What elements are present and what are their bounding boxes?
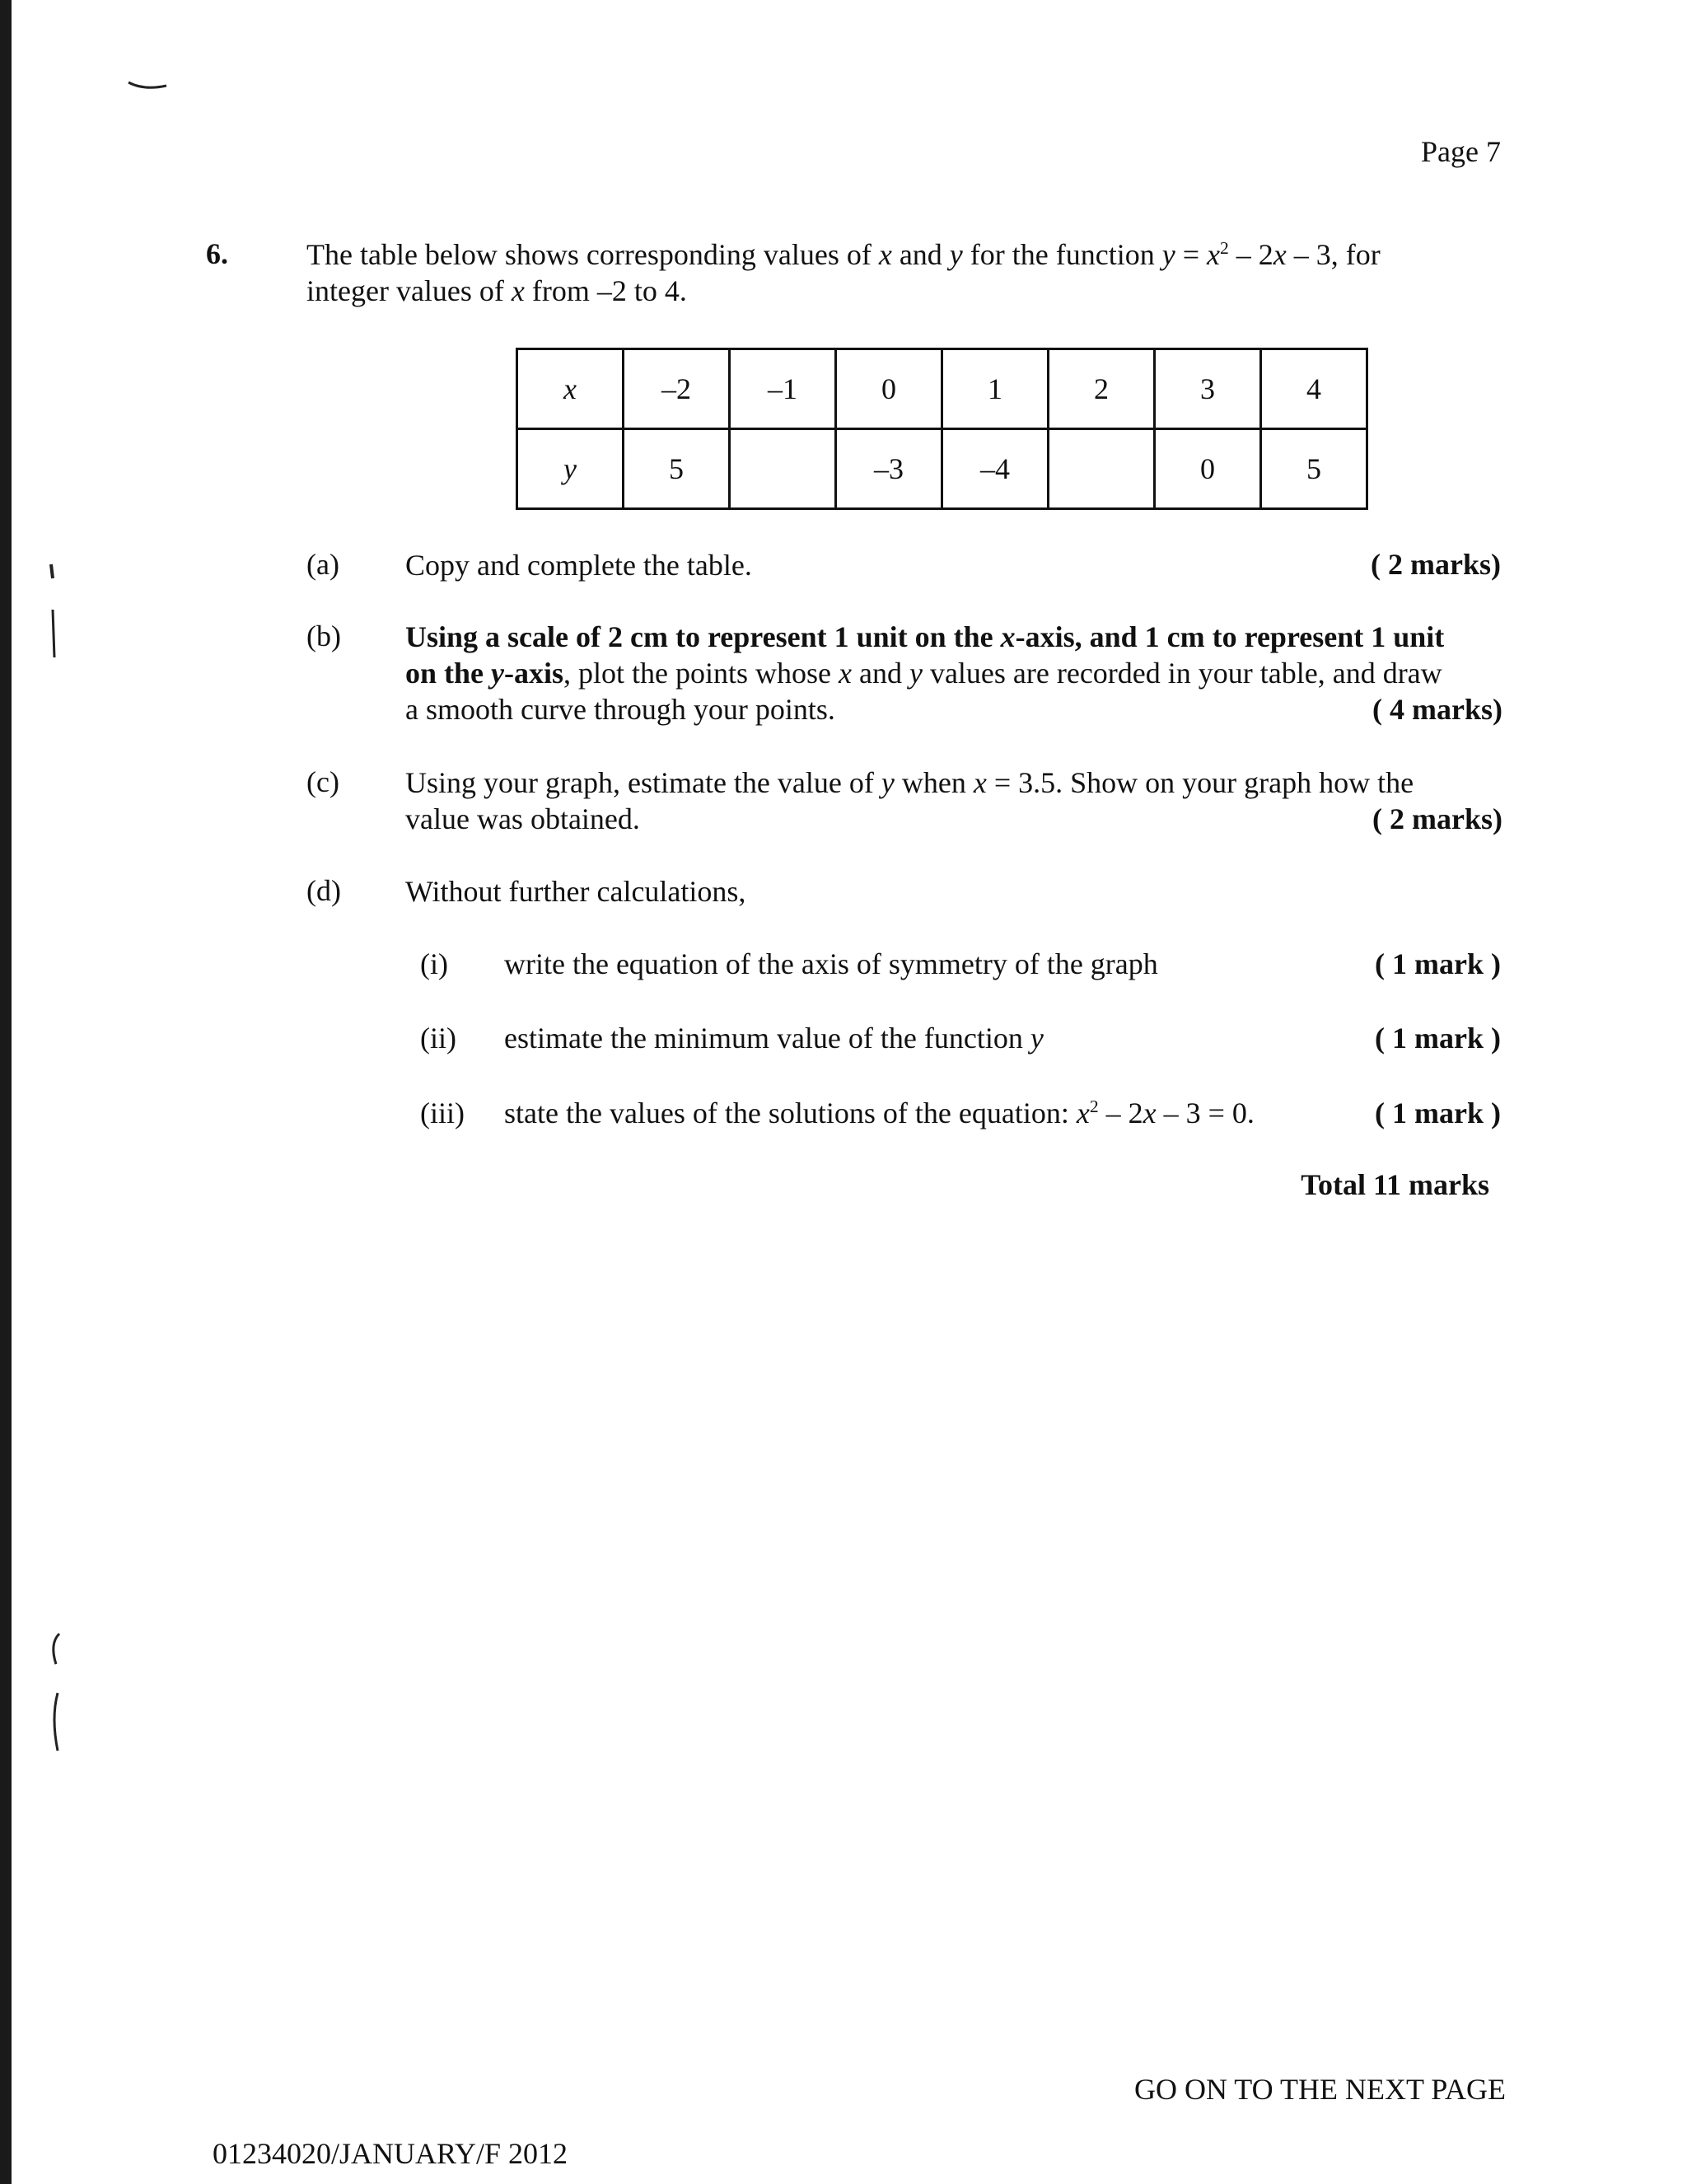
table-cell: 5 (624, 429, 730, 509)
part-c-text (405, 765, 1502, 837)
part-a-marks: ( 2 marks) (1371, 548, 1501, 581)
pen-mark (41, 1627, 74, 1759)
part-d-i-label: (i) (420, 947, 448, 980)
question-number: 6. (206, 237, 228, 270)
table-header-y: y (517, 429, 624, 509)
paper-code: 01234020/JANUARY/F 2012 (213, 2137, 568, 2170)
part-b-line-3: a smooth curve through your points. ( 4 marks) (405, 693, 1502, 726)
table-row-x (517, 349, 1367, 429)
table-cell: 0 (836, 349, 942, 429)
part-d-i-marks: ( 1 mark ) (1375, 947, 1501, 980)
part-d-iii-text: state the values of the solutions of the equation: $x^2 - 2x - 3 = 0$. (504, 1097, 1255, 1129)
table-cell: 0 (1155, 429, 1261, 509)
part-d-iii-label: (iii) (420, 1097, 465, 1129)
table-cell: –2 (624, 349, 730, 429)
question-stem-line-2: integer values of x from –2 to 4. (306, 274, 687, 307)
table-cell: 1 (942, 349, 1049, 429)
part-c-label: (c) (306, 765, 339, 798)
part-b-line-2: on the y-axis, plot the points whose x and y values are recorded in your table, and draw (405, 657, 1442, 690)
table-header-x: x (517, 349, 624, 429)
part-d-label: (d) (306, 874, 341, 907)
question-stem (306, 236, 1502, 309)
part-b-label: (b) (306, 620, 341, 652)
part-d-ii-text: estimate the minimum value of the function y (504, 1022, 1044, 1055)
table-row-y (517, 429, 1367, 509)
part-d-ii-marks: ( 1 mark ) (1375, 1022, 1501, 1055)
pen-mark (124, 74, 173, 99)
next-page-note: GO ON TO THE NEXT PAGE (1133, 2073, 1506, 2106)
pen-mark (41, 560, 66, 667)
part-b-line-1: Using a scale of 2 cm to represent 1 unit on the x-axis, and 1 cm to represent 1 unit (405, 620, 1445, 653)
table-cell: –4 (942, 429, 1049, 509)
total-marks: Total 11 marks (1301, 1168, 1489, 1201)
part-c-line-2: value was obtained. ( 2 marks) (405, 802, 1502, 835)
page-number: Page 7 (1421, 135, 1501, 168)
table-cell: 5 (1261, 429, 1367, 509)
scan-edge (0, 0, 12, 2184)
table-cell: 4 (1261, 349, 1367, 429)
part-c-line-1: Using your graph, estimate the value of y when x = 3.5. Show on your graph how the (405, 766, 1414, 799)
table-cell: –3 (836, 429, 942, 509)
part-d-ii-label: (ii) (420, 1022, 456, 1055)
table-cell (1049, 429, 1155, 509)
part-a-label: (a) (306, 548, 339, 581)
values-table (516, 348, 1368, 510)
table-cell (730, 429, 836, 509)
part-a-text: Copy and complete the table. (405, 549, 752, 582)
table-cell: 2 (1049, 349, 1155, 429)
part-b-text (405, 619, 1502, 727)
question-stem-line-1: The table below shows corresponding values of x and y for the function $y = x^2 - 2x - 3$, for (306, 238, 1381, 271)
part-d-iii-marks: ( 1 mark ) (1375, 1097, 1501, 1129)
part-d-intro: Without further calculations, (405, 875, 746, 908)
part-d-i-text: write the equation of the axis of symmetry of the graph (504, 947, 1158, 980)
part-b-marks: ( 4 marks) (1372, 693, 1502, 726)
table-cell: 3 (1155, 349, 1261, 429)
table-cell: –1 (730, 349, 836, 429)
part-c-marks: ( 2 marks) (1372, 802, 1502, 835)
